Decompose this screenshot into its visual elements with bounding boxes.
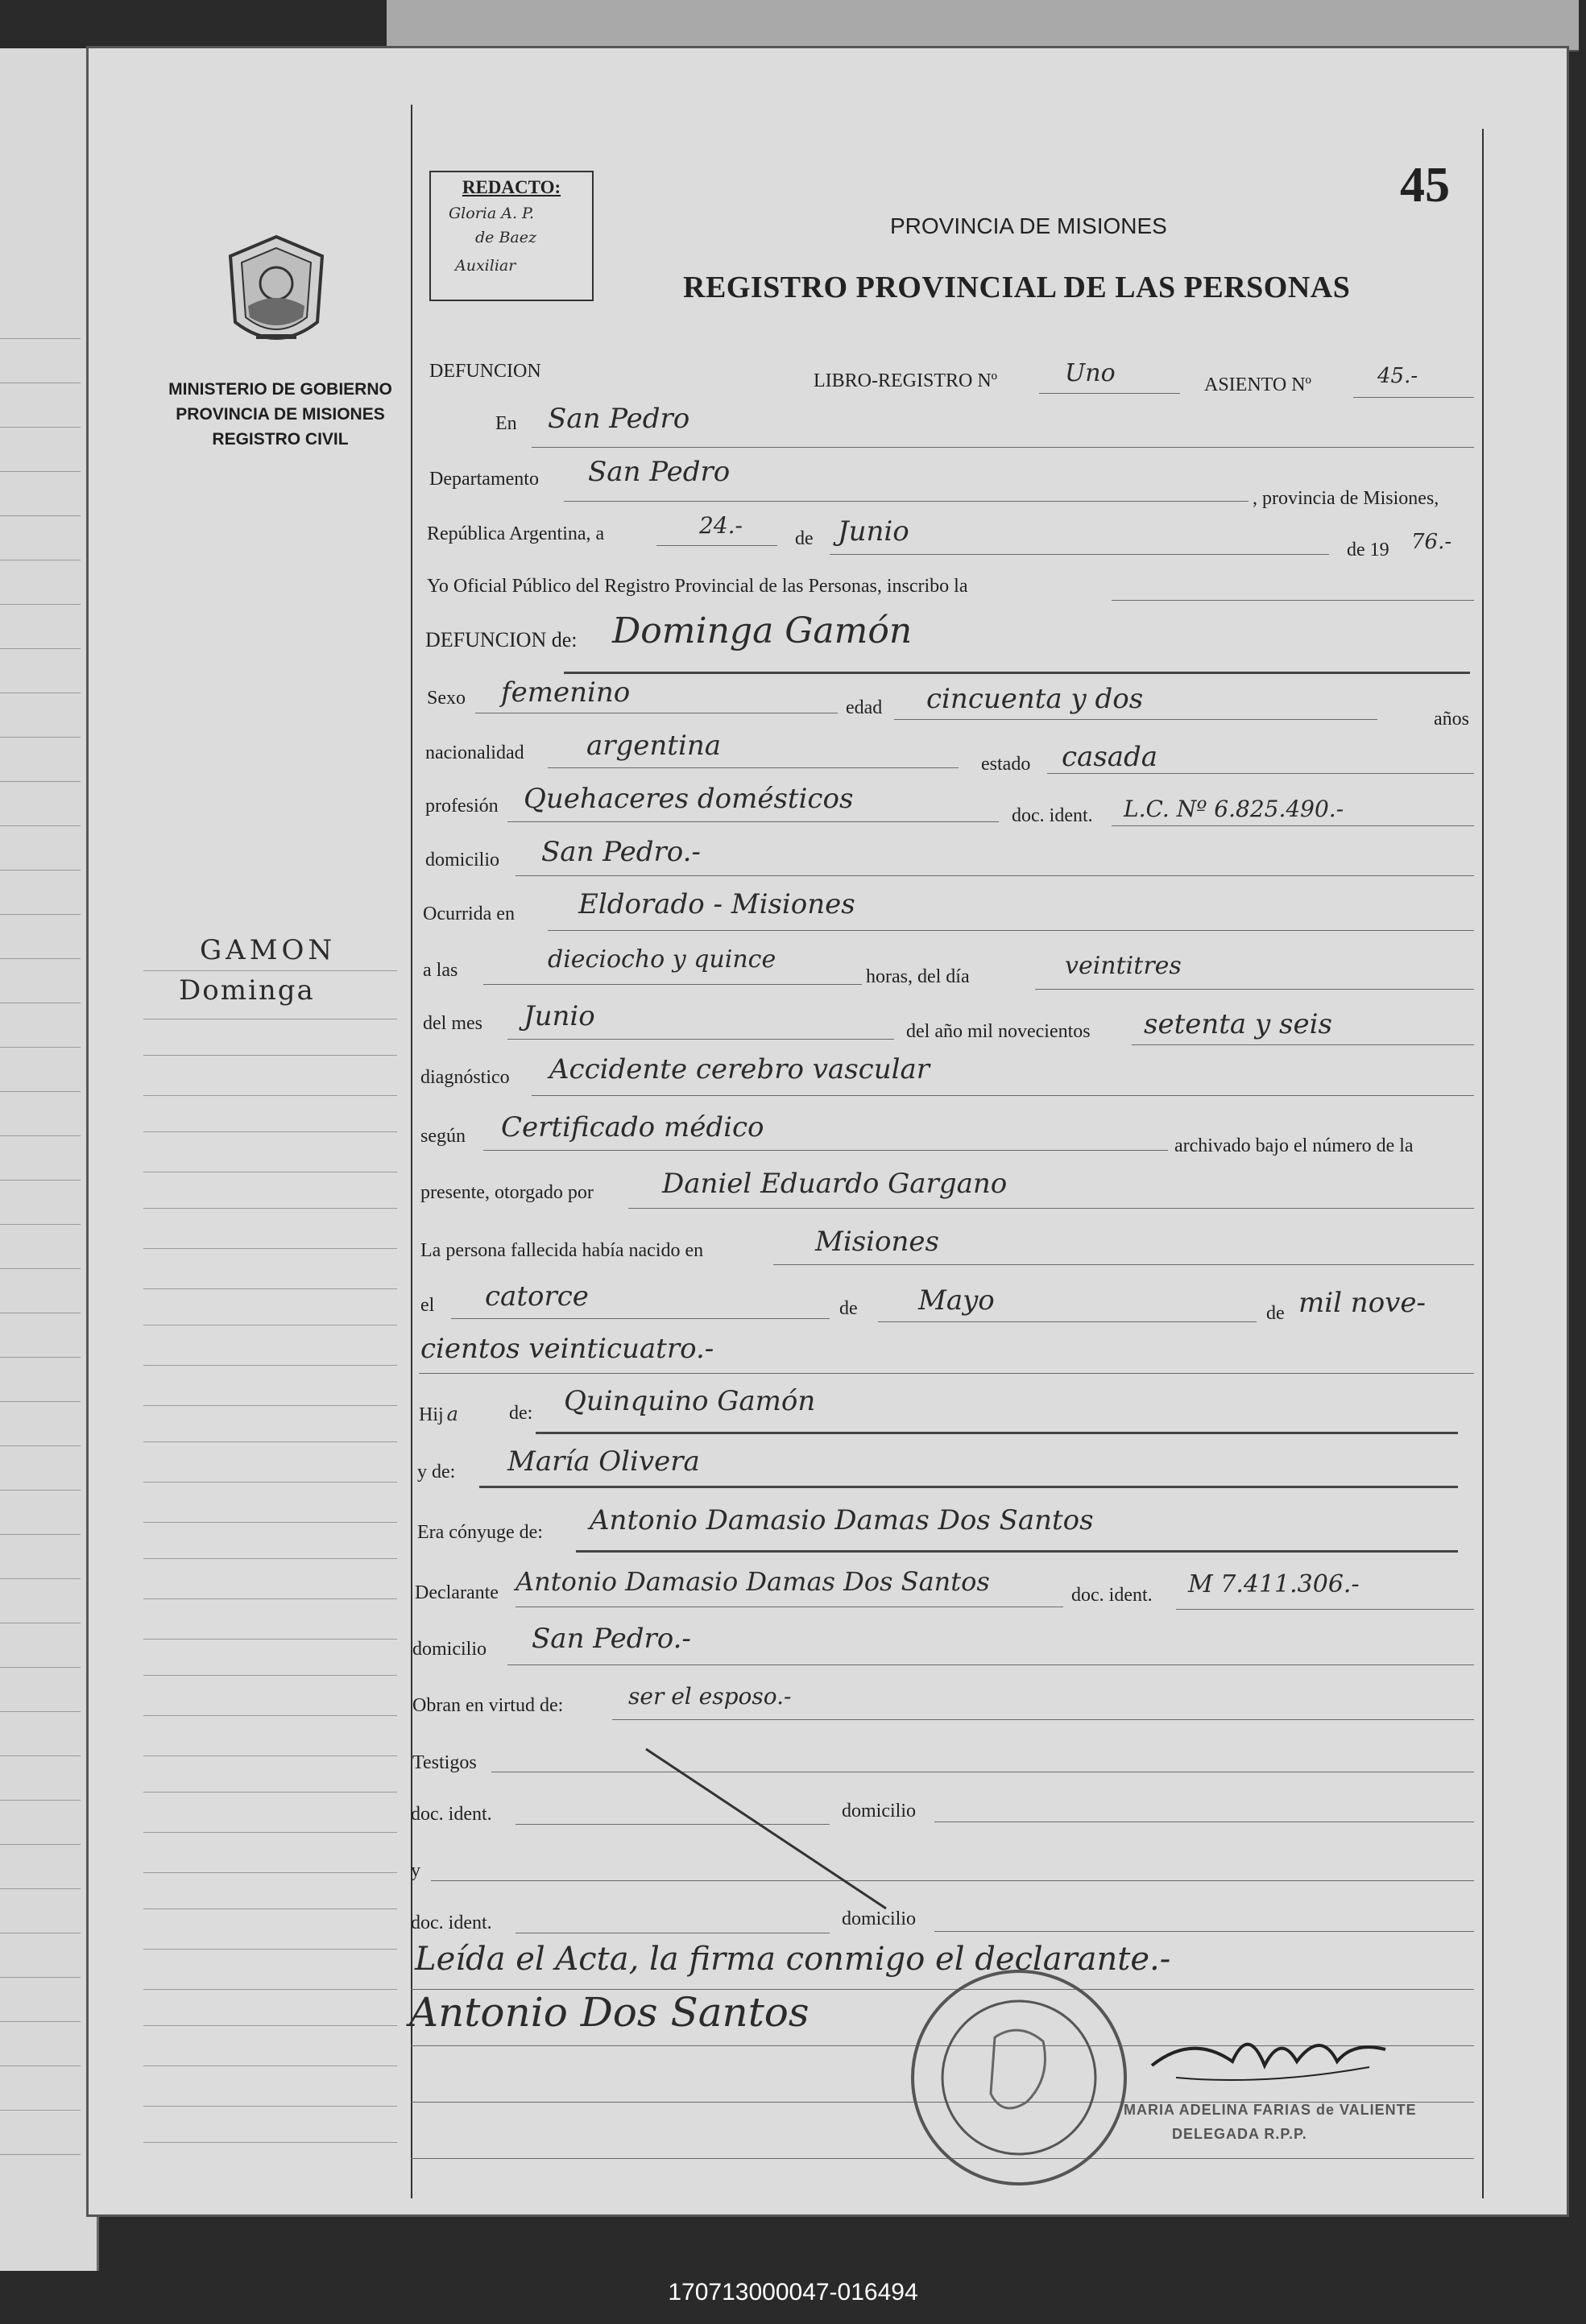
mes-value: Junio [524, 1000, 595, 1032]
stamp-signatory: MARIA ADELINA FARIAS de VALIENTE [1124, 2102, 1417, 2118]
diagnostico-value: Accidente cerebro vascular [549, 1053, 930, 1085]
estado-label: estado [981, 754, 1031, 775]
coat-of-arms-icon [224, 234, 329, 358]
segun-label: según [420, 1126, 466, 1147]
departamento-value: San Pedro [588, 456, 731, 488]
doc-ident-label: doc. ident. [1012, 805, 1093, 826]
testigos-label: Testigos [412, 1752, 477, 1773]
hijo-prefix: Hij [419, 1404, 444, 1425]
anos-label: años [1434, 709, 1469, 730]
a-las-label: a las [423, 960, 458, 981]
defuncion-label: DEFUNCION [429, 361, 541, 382]
hijo-de-label: de: [509, 1403, 533, 1424]
conyuge-label: Era cónyuge de: [417, 1522, 543, 1543]
archivado-label: archivado bajo el número de la [1174, 1135, 1414, 1156]
domicilio4-label: domicilio [842, 1908, 916, 1929]
deceased-name: Dominga Gamón [612, 610, 913, 651]
profesion-value: Quehaceres domésticos [524, 783, 854, 815]
presente-value: Daniel Eduardo Gargano [662, 1168, 1008, 1200]
doc-ident2-value: M 7.411.306.- [1188, 1570, 1360, 1598]
redacto-box [429, 171, 594, 301]
doc-ident2-label: doc. ident. [1071, 1585, 1153, 1606]
doc-ident3-label: doc. ident. [411, 1804, 492, 1825]
segun-value: Certificado médico [501, 1111, 764, 1143]
y-label: y [411, 1860, 420, 1881]
hijo-label [419, 1403, 458, 1426]
provincia-suffix: , provincia de Misiones, [1253, 488, 1439, 509]
redacto-line-1: Gloria A. P. [449, 205, 534, 222]
domicilio-value: San Pedro.- [541, 836, 701, 868]
ministry-line-3: REGISTRO CIVIL [212, 430, 349, 449]
libro-label: LIBRO-REGISTRO Nº [814, 370, 998, 391]
sexo-label: Sexo [427, 688, 466, 709]
a-las-value: dieciocho y quince [548, 945, 776, 974]
obran-label: Obran en virtud de: [412, 1695, 564, 1716]
domicilio-label: domicilio [425, 850, 499, 870]
stamp-role: DELEGADA R.P.P. [1172, 2126, 1307, 2142]
de-label: de [795, 528, 814, 549]
testigos-strike-line [644, 1747, 894, 1917]
obran-value: ser el esposo.- [628, 1683, 792, 1710]
nacionalidad-label: nacionalidad [425, 742, 524, 763]
ministry-line-2: PROVINCIA DE MISIONES [176, 405, 385, 424]
mother-name: María Olivera [507, 1445, 700, 1478]
oficial-text: Yo Oficial Público del Registro Provincial de las Personas, inscribo la [427, 576, 968, 597]
hijo-suffix: a [446, 1403, 458, 1425]
horas-label: horas, del día [866, 966, 970, 987]
page-number: 45 [1400, 158, 1450, 213]
nacido-value: Misiones [815, 1226, 939, 1258]
ocurrida-label: Ocurrida en [423, 904, 515, 924]
province-heading: PROVINCIA DE MISIONES [890, 213, 1167, 238]
declarante-label: Declarante [415, 1582, 499, 1603]
margin-given-name: Dominga [179, 974, 315, 1007]
ocurrida-value: Eldorado - Misiones [578, 888, 855, 920]
sexo-value: femenino [501, 676, 631, 709]
document-id-footer: 170713000047-016494 [668, 2279, 918, 2305]
left-page-edge [0, 48, 99, 2271]
de3-label: de [1266, 1303, 1285, 1324]
birth-year-b: cientos veinticuatro.- [420, 1333, 714, 1365]
republica-label: República Argentina, a [427, 523, 605, 544]
father-name: Quinquino Gamón [564, 1385, 816, 1417]
year-label: de 19 [1347, 540, 1389, 560]
official-signature-icon [1144, 2017, 1393, 2090]
declarante-value: Antonio Damasio Damas Dos Santos [516, 1566, 990, 1597]
margin-divider-line [411, 105, 412, 2198]
y-de-label: y de: [417, 1462, 456, 1482]
margin-surname: GAMON [200, 934, 337, 966]
edad-label: edad [846, 697, 883, 718]
day-value: 24.- [699, 512, 743, 539]
year-value: 76.- [1411, 530, 1452, 554]
profesion-label: profesión [425, 796, 499, 817]
dia-value: veintitres [1065, 952, 1182, 980]
el-label: el [420, 1295, 435, 1316]
defuncion-de-label: DEFUNCION de: [425, 628, 578, 651]
declarant-signature: Antonio Dos Santos [409, 1989, 810, 2036]
redacto-line-3: Auxiliar [455, 257, 516, 275]
en-value: San Pedro [548, 403, 690, 435]
domicilio3-label: domicilio [842, 1801, 916, 1822]
month-value: Junio [838, 515, 909, 548]
domicilio2-value: San Pedro.- [532, 1623, 691, 1655]
birth-month: Mayo [918, 1284, 995, 1317]
book-spine-top [387, 0, 1579, 52]
estado-value: casada [1062, 741, 1158, 773]
edad-value: cincuenta y dos [926, 683, 1144, 715]
del-ano-label: del año mil novecientos [906, 1021, 1091, 1042]
en-label: En [495, 413, 517, 434]
de2-label: de [839, 1298, 858, 1319]
ano-value: setenta y seis [1144, 1008, 1332, 1040]
ministry-line-1: MINISTERIO DE GOBIERNO [168, 380, 392, 399]
redacto-title: REDACTO: [462, 177, 561, 197]
diagnostico-label: diagnóstico [420, 1067, 510, 1088]
departamento-label: Departamento [429, 469, 539, 490]
registry-heading: REGISTRO PROVINCIAL DE LAS PERSONAS [683, 271, 1351, 304]
del-mes-label: del mes [423, 1013, 482, 1034]
libro-value: Uno [1065, 359, 1116, 387]
asiento-value: 45.- [1377, 364, 1418, 388]
el-value: catorce [485, 1280, 589, 1313]
nacionalidad-value: argentina [586, 730, 722, 762]
doc-ident-value: L.C. Nº 6.825.490.- [1124, 796, 1344, 822]
redacto-line-2: de Baez [475, 229, 536, 246]
closing-text: Leída el Acta, la firma conmigo el declarante.- [415, 1941, 1171, 1978]
right-border-line [1482, 129, 1484, 2198]
domicilio2-label: domicilio [412, 1639, 487, 1660]
nacido-label: La persona fallecida había nacido en [420, 1240, 704, 1261]
doc-ident4-label: doc. ident. [411, 1913, 492, 1933]
presente-label: presente, otorgado por [420, 1182, 594, 1203]
conyuge-value: Antonio Damasio Damas Dos Santos [590, 1504, 1094, 1536]
birth-year-a: mil nove- [1298, 1287, 1426, 1319]
asiento-label: ASIENTO Nº [1204, 374, 1311, 395]
registry-stamp-icon [906, 1965, 1132, 2190]
